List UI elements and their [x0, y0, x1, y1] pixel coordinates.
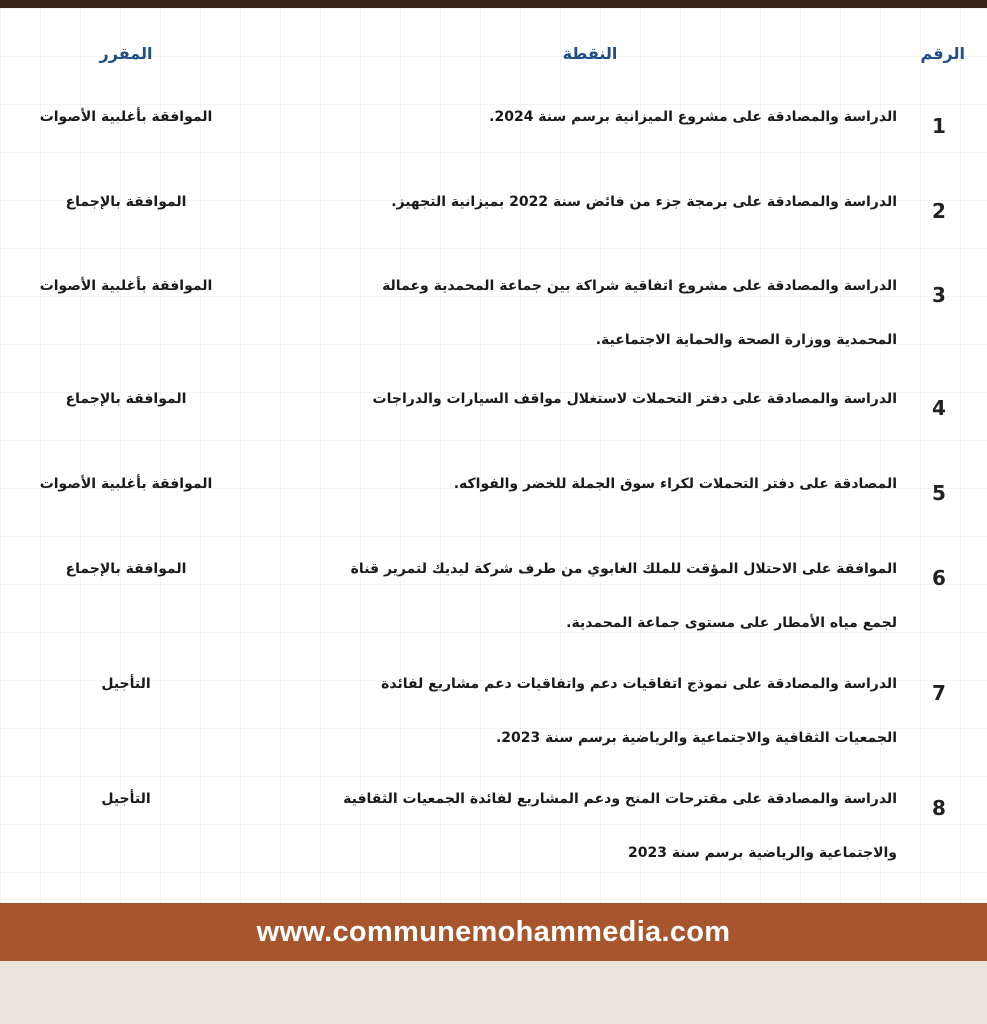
row-point-text: والاجتماعية والرياضية برسم سنة 2023 — [627, 845, 897, 861]
row-number: 1 — [932, 114, 946, 138]
footer-band — [0, 903, 987, 961]
header-point: النقطة — [562, 44, 618, 63]
footer-bottom — [0, 961, 987, 1024]
row-decision: الموافقة بأغلبية الأصوات — [39, 476, 213, 492]
row-decision: الموافقة بالإجماع — [65, 391, 187, 407]
row-point-text: لجمع مياه الأمطار على مستوى جماعة المحمدية. — [566, 615, 897, 631]
row-number: 5 — [932, 481, 946, 505]
row-decision: الموافقة بأغلبية الأصوات — [39, 278, 213, 294]
row-point-text: المصادقة على دفتر التحملات لكراء سوق الجملة للخضر والفواكه. — [453, 476, 897, 492]
row-number: 2 — [932, 199, 946, 223]
row-point-text: الدراسة والمصادقة على مقترحات المنح ودعم المشاريع لفائدة الجمعيات الثقافية — [343, 791, 897, 807]
row-decision: الموافقة بالإجماع — [65, 561, 187, 577]
row-point-text: الدراسة والمصادقة على نموذج اتفاقيات دعم واتفاقيات دعم مشاريع لفائدة — [381, 676, 897, 692]
row-number: 3 — [932, 283, 946, 307]
row-decision: الموافقة بأغلبية الأصوات — [39, 109, 213, 125]
row-decision: التأجيل — [101, 791, 151, 807]
row-point-text: الدراسة والمصادقة على برمجة جزء من فائض سنة 2022 بميزانية التجهيز. — [391, 194, 897, 210]
header-decision: المقرر — [99, 44, 153, 63]
row-number: 4 — [932, 396, 946, 420]
row-point-text: الدراسة والمصادقة على دفتر التحملات لاستغلال مواقف السيارات والدراجات — [372, 391, 897, 407]
row-decision: التأجيل — [101, 676, 151, 692]
row-number: 7 — [932, 681, 946, 705]
row-point-text: الدراسة والمصادقة على مشروع اتفاقية شراكة بين جماعة المحمدية وعمالة — [382, 278, 897, 294]
website-url[interactable]: www.communemohammedia.com — [256, 915, 731, 948]
row-point-text: الدراسة والمصادقة على مشروع الميزانية برسم سنة 2024. — [489, 109, 897, 125]
row-number: 6 — [932, 566, 946, 590]
row-decision: الموافقة بالإجماع — [65, 194, 187, 210]
top-bar — [0, 0, 987, 8]
header-number: الرقم — [920, 44, 965, 63]
row-point-text: الموافقة على الاحتلال المؤقت للملك الغابوي من طرف شركة ليديك لتمرير قناة — [350, 561, 897, 577]
table-area — [0, 8, 987, 903]
row-number: 8 — [932, 796, 946, 820]
row-point-text: المحمدية ووزارة الصحة والحماية الاجتماعية. — [595, 332, 897, 348]
row-point-text: الجمعيات الثقافية والاجتماعية والرياضية برسم سنة 2023. — [495, 730, 897, 746]
